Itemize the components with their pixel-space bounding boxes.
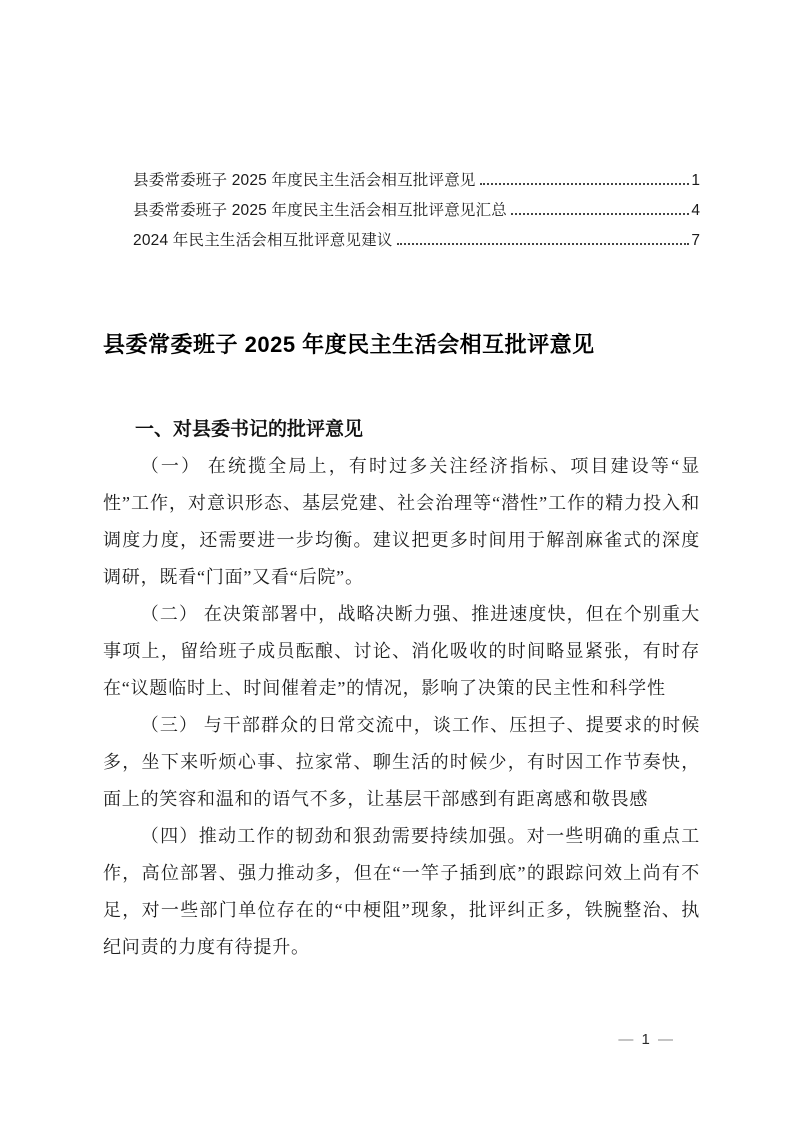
toc-page-number: 4 [691,202,700,219]
toc-page-number: 7 [691,232,700,249]
footer-dash: — [618,1031,636,1048]
footer-dash: — [658,1031,675,1048]
toc-dotted-leader [480,183,690,185]
footer-page-number: 1 [641,1031,652,1048]
toc-entry[interactable] [133,168,700,198]
body-paragraph: （四）推动工作的韧劲和狠劲需要持续加强。对一些明确的重点工作，高位部署、强力推动多，但在“一竿子插到底”的跟踪问效上尚有不足，对一些部门单位存在的“中梗阻”现象，批评纠正多，铁腕整治、执纪问责的力度有待提升。 [103,826,700,957]
page-footer [618,1031,675,1048]
toc-dotted-leader [511,213,689,215]
document-title: 县委常委班子 2025 年度民主生活会相互批评意见 [103,332,595,357]
toc-entry-label: 县委常委班子 2025 年度民主生活会相互批评意见汇总 [133,202,507,219]
toc-entry[interactable] [133,198,700,228]
toc-entry-label: 2024 年民主生活会相互批评意见建议 [133,232,393,249]
section-heading: 一、对县委书记的批评意见 [135,419,364,440]
toc-page-number: 1 [691,172,700,189]
toc-entry-label: 县委常委班子 2025 年度民主生活会相互批评意见 [133,172,476,189]
body-paragraph: （二） 在决策部署中，战略决断力强、推进速度快，但在个别重大事项上，留给班子成员酝酿、讨论、消化吸收的时间略显紧张，有时存在“议题临时上、时间催着走”的情况，影响了决策的民主性和科学性 [103,604,700,698]
body-paragraph: （三） 与干部群众的日常交流中，谈工作、压担子、提要求的时候多，坐下来听烦心事、拉家常、聊生活的时候少，有时因工作节奏快，面上的笑容和温和的语气不多，让基层干部感到有距离感和敬畏感 [103,715,700,809]
toc-entry[interactable] [133,228,700,258]
document-body [103,448,700,966]
table-of-contents [133,168,700,258]
body-paragraph: （一） 在统揽全局上，有时过多关注经济指标、项目建设等“显性”工作，对意识形态、基层党建、社会治理等“潜性”工作的精力投入和调度力度，还需要进一步均衡。建议把更多时间用于解剖麻雀式的深度调研，既看“门面”又看“后院”。 [103,456,700,587]
toc-dotted-leader [397,243,690,245]
